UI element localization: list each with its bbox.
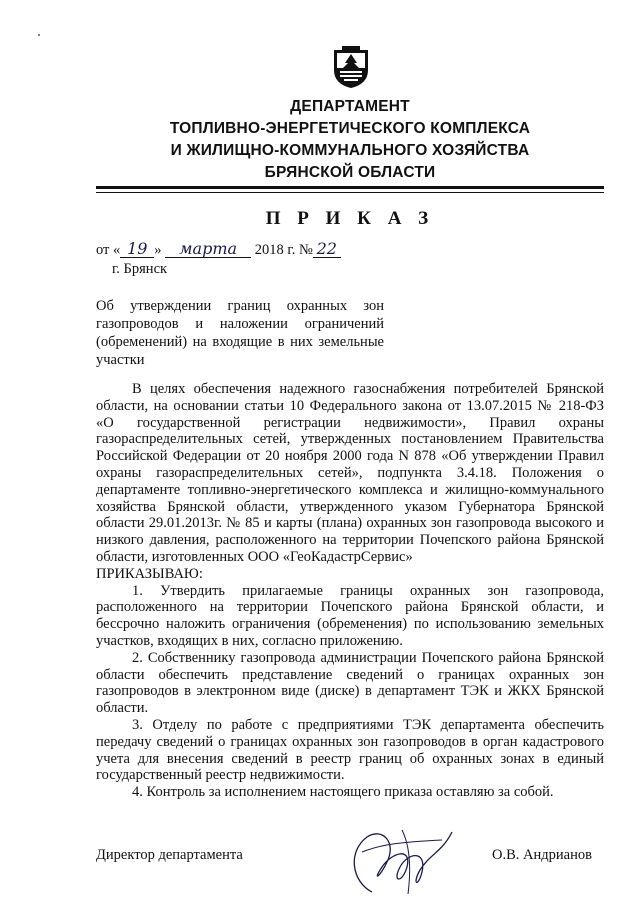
order-item-1: 1. Утвердить прилагаемые границы охранных зон газопровода, расположенного на территории Почепского района Брянской области, и бессрочно наложить ограничения (обременения) по использованию земельных участков, входящих в них, согласно приложению. (96, 582, 604, 649)
signer-position: Директор департамента (96, 847, 243, 863)
order-month: марта (165, 241, 251, 258)
order-date-line (96, 241, 341, 259)
dept-line-3: И ЖИЛИЩНО-КОММУНАЛЬНОГО ХОЗЯЙСТВА (170, 142, 530, 159)
scan-speck (38, 34, 40, 36)
order-subject: Об утверждении границ охранных зон газопроводов и наложении ограничений (обременений) на входящие в них земельные участки (96, 298, 384, 368)
dept-line-2: ТОПЛИВНО-ЭНЕРГЕТИЧЕСКОГО КОМПЛЕКСА (169, 120, 531, 137)
department-name (0, 96, 640, 184)
coat-of-arms-icon (330, 44, 372, 90)
handwritten-signature (342, 822, 462, 902)
order-word: ПРИКАЗЫВАЮ: (96, 565, 203, 582)
dept-line-1: ДЕПАРТАМЕНТ (290, 98, 410, 115)
order-item-4: 4. Контроль за исполнением настоящего приказа оставляю за собой. (132, 784, 554, 801)
header-rule-thin (96, 192, 604, 193)
order-year: 2018 г. (254, 242, 296, 258)
number-prefix: № (298, 242, 313, 258)
header-rule-thick (96, 186, 604, 189)
order-item-2: 2. Собственнику газопровода администрации Почепского района Брянской области обеспечить представление сведений о границах охранных зон газопроводов в электронном виде (диске) в департамент ТЭК и ЖКХ Брянской области. (96, 649, 604, 717)
signer-name: О.В. Андрианов (492, 847, 592, 863)
order-title: П Р И К А З (265, 208, 435, 229)
order-body (96, 381, 604, 801)
order-item-3: 3. Отделу по работе с предприятиями ТЭК департамента обеспечить передачу сведений о границах охранных зон газопроводов в орган кадастрового учета для внесения сведений в реестр границ об охранных зонах в единый государственный реестр недвижимости. (96, 716, 604, 784)
order-day: 19 (120, 241, 154, 258)
city: г. Брянск (112, 261, 168, 277)
preamble-paragraph: В целях обеспечения надежного газоснабжения потребителей Брянской области, на основании статьи 10 Федерального закона от 13.07.2015 № 218-ФЗ «О государственной регистрации недвижимости», Правил охраны газораспределительных сетей, утвержденных постановлением Правительства Российской Федерации от 20 ноября 2000 года N 878 «Об утверждении Правил охраны газораспределительных сетей», подпункта 3.4.18. Положения о департаменте топливно-энергетического комплекса и жилищно-коммунального хозяйства Брянской области, утвержденного указом Губернатора Брянской области 29.01.2013г. № 85 и карты (плана) охранных зон газопровода высокого и низкого давления, расположенного на территории Почепского района Брянской области, изготовленных ООО «ГеоКадастрСервис» (96, 381, 604, 565)
dept-line-4: БРЯНСКОЙ ОБЛАСТИ (264, 164, 436, 181)
quote-close: » (154, 242, 162, 258)
order-number: 22 (313, 241, 341, 258)
date-prefix: от « (96, 242, 121, 258)
